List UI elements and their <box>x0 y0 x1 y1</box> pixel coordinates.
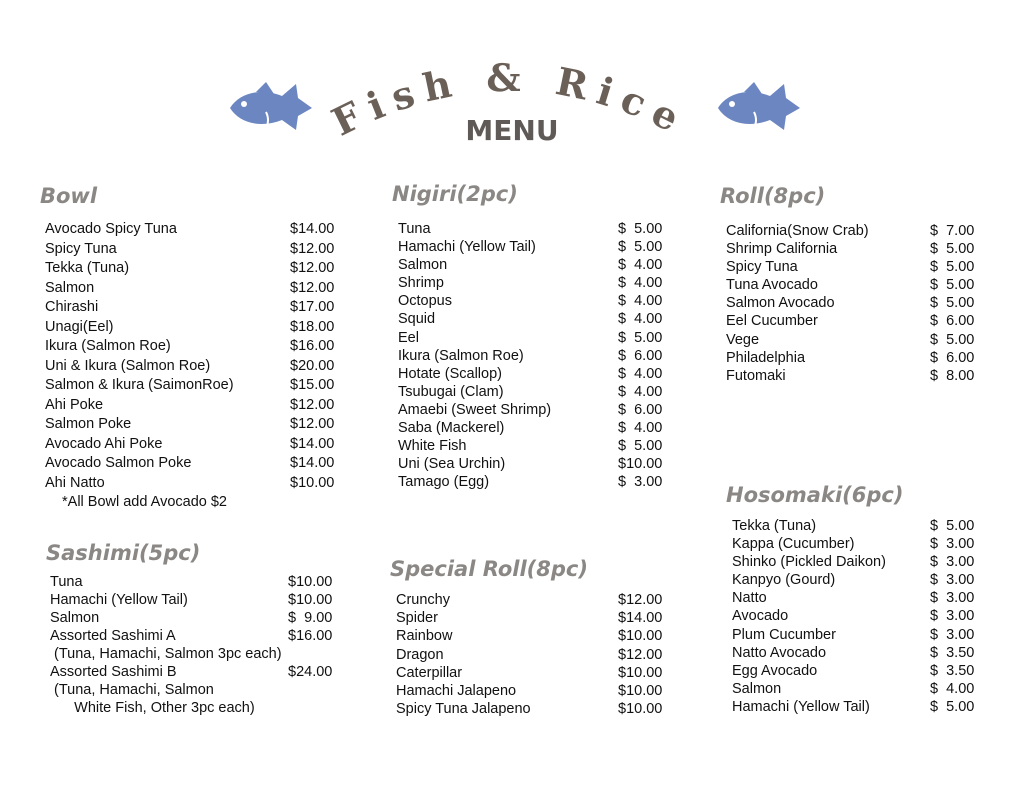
item-name: Ikura (Salmon Roe) <box>45 338 171 354</box>
item-price: $ 4.00 <box>618 311 663 328</box>
item-price: $12.00 <box>290 260 335 276</box>
item-price: $ 3.50 <box>930 662 975 679</box>
menu-item <box>40 337 340 357</box>
item-name: Salmon <box>45 279 95 296</box>
menu-item <box>392 419 682 437</box>
item-name: Salmon & Ikura (SaimonRoe) <box>45 377 234 393</box>
item-price: $ 5.00 <box>618 438 663 455</box>
item-name: Squid <box>398 311 436 328</box>
bowl-note: *All Bowl add Avocado $2 <box>62 494 227 510</box>
menu-item <box>40 415 340 435</box>
menu-item <box>720 222 1000 240</box>
item-price: $10.00 <box>288 574 333 590</box>
item-price: $ 4.00 <box>618 365 663 382</box>
item-price: $14.00 <box>290 455 335 471</box>
item-name: Ahi Natto <box>45 474 105 491</box>
menu-item <box>392 347 682 365</box>
item-name: Salmon Avocado <box>726 295 835 312</box>
item-name: Hamachi Jalapeno <box>396 682 517 699</box>
item-name: Egg Avocado <box>732 662 818 679</box>
section-title: Special Roll(8pc) <box>390 557 588 581</box>
menu-item <box>40 474 340 494</box>
menu-item <box>392 455 682 473</box>
menu-item <box>40 298 340 318</box>
item-price: $ 3.00 <box>930 626 975 643</box>
menu-item <box>720 240 1000 258</box>
item-name: Shrimp <box>398 275 444 292</box>
menu-item <box>40 454 340 474</box>
item-name: Assorted Sashimi B <box>50 664 177 680</box>
section-title: Nigiri(2pc) <box>392 182 518 206</box>
item-name: Kappa (Cucumber) <box>732 536 855 553</box>
item-price: $ 3.00 <box>930 590 975 607</box>
item-name: Tsubugai (Clam) <box>398 383 504 400</box>
menu-item <box>46 699 346 717</box>
item-name: Ikura (Salmon Roe) <box>398 347 524 364</box>
item-price: $ 3.00 <box>930 554 975 571</box>
item-name: Ahi Poke <box>45 396 104 413</box>
item-price: $ 5.00 <box>930 295 975 312</box>
menu-item <box>46 573 346 591</box>
item-name: Tamago (Egg) <box>398 474 490 491</box>
menu-item <box>390 609 680 627</box>
menu-item <box>726 662 1006 680</box>
item-name: Salmon <box>732 680 782 697</box>
item-price: $ 6.00 <box>930 349 975 366</box>
menu-heading: MENU <box>465 114 559 147</box>
item-name: Tuna <box>50 574 83 590</box>
nigiri-section <box>392 182 682 491</box>
item-name: Spicy Tuna Jalapeno <box>396 701 531 718</box>
menu-item <box>392 256 682 274</box>
item-name: Dragon <box>396 646 444 663</box>
item-name: Shrimp California <box>726 241 838 258</box>
menu-item <box>40 435 340 455</box>
item-name: Tuna Avocado <box>726 277 818 294</box>
title-text: Fish & Rice <box>324 54 696 145</box>
menu-item <box>392 383 682 401</box>
item-price: $ 5.00 <box>930 331 975 348</box>
item-price: $14.00 <box>290 435 335 452</box>
item-price: $ 6.00 <box>618 401 663 418</box>
item-name: Tekka (Tuna) <box>45 260 130 276</box>
item-name: Hamachi (Yellow Tail) <box>398 239 536 256</box>
item-price: $ 3.00 <box>618 474 663 491</box>
menu-item <box>392 310 682 328</box>
item-name: Avocado Salmon Poke <box>45 455 192 471</box>
item-price: $10.00 <box>290 474 335 491</box>
menu-item <box>726 553 1006 571</box>
item-name: Crunchy <box>396 592 450 608</box>
menu-item <box>40 376 340 396</box>
item-price: $10.00 <box>288 592 333 608</box>
item-name: Hotate (Scallop) <box>398 365 502 382</box>
item-name: Hamachi (Yellow Tail) <box>732 698 870 715</box>
menu-item <box>46 681 346 699</box>
item-price: $12.00 <box>290 240 335 257</box>
item-name: Salmon <box>50 610 100 626</box>
item-name: Amaebi (Sweet Shrimp) <box>398 401 552 418</box>
menu-item <box>390 700 680 718</box>
item-name: California(Snow Crab) <box>726 223 869 239</box>
menu-item <box>720 258 1000 276</box>
item-name: Uni (Sea Urchin) <box>398 456 506 473</box>
item-name: Plum Cucumber <box>732 626 836 643</box>
menu-item <box>726 644 1006 662</box>
item-name: (Tuna, Hamachi, Salmon 3pc each) <box>50 646 282 662</box>
item-name: Spider <box>396 610 438 627</box>
menu-item <box>46 609 346 627</box>
item-name: Vege <box>726 331 760 348</box>
item-price: $ 5.00 <box>930 518 975 534</box>
item-price: $12.00 <box>290 279 335 296</box>
menu-item <box>392 437 682 455</box>
item-price: $ 6.00 <box>618 347 663 364</box>
menu-item <box>726 535 1006 553</box>
item-price: $15.00 <box>290 377 335 393</box>
menu-item <box>46 663 346 681</box>
item-name: Eel <box>398 329 419 346</box>
item-price: $ 5.00 <box>930 259 975 276</box>
menu-item <box>392 401 682 419</box>
item-price: $10.00 <box>618 456 663 473</box>
item-price: $10.00 <box>618 628 663 645</box>
item-name: Spicy Tuna <box>726 259 798 276</box>
menu-item <box>40 240 340 260</box>
section-title: Hosomaki(6pc) <box>726 483 904 507</box>
item-name: Hamachi (Yellow Tail) <box>50 592 188 608</box>
item-name: Octopus <box>398 293 452 310</box>
item-name: Caterpillar <box>396 664 463 681</box>
menu-item <box>46 645 346 663</box>
menu-item <box>726 698 1006 716</box>
item-price: $12.00 <box>618 646 663 663</box>
item-price: $12.00 <box>618 592 663 608</box>
item-price: $ 5.00 <box>618 329 663 346</box>
item-name: Natto Avocado <box>732 644 827 661</box>
menu-item <box>40 357 340 377</box>
item-name: Avocado Spicy Tuna <box>45 221 177 237</box>
menu-item <box>40 220 340 240</box>
item-name: Eel Cucumber <box>726 313 818 330</box>
menu-item <box>392 473 682 491</box>
menu-item <box>392 292 682 310</box>
item-price: $ 3.00 <box>930 608 975 625</box>
menu-item <box>726 589 1006 607</box>
item-name: Kanpyo (Gourd) <box>732 572 836 589</box>
menu-item <box>392 274 682 292</box>
item-name: Tekka (Tuna) <box>732 518 817 534</box>
menu-item <box>392 238 682 256</box>
item-name: (Tuna, Hamachi, Salmon <box>50 682 214 698</box>
section-title: Bowl <box>40 184 98 208</box>
menu-item <box>40 259 340 279</box>
menu-item <box>726 571 1006 589</box>
item-price: $ 5.00 <box>930 277 975 294</box>
menu-item <box>40 318 340 338</box>
item-name: Rainbow <box>396 628 453 645</box>
menu-item <box>40 396 340 416</box>
item-name: Shinko (Pickled Daikon) <box>732 554 886 571</box>
item-name: Futomaki <box>726 367 786 384</box>
item-price: $14.00 <box>290 221 335 237</box>
item-price: $10.00 <box>618 682 663 699</box>
item-name: Uni & Ikura (Salmon Roe) <box>45 357 211 374</box>
item-price: $20.00 <box>290 357 335 374</box>
item-price: $ 4.00 <box>618 257 663 274</box>
menu-item <box>390 682 680 700</box>
item-name: Saba (Mackerel) <box>398 420 505 437</box>
menu-item <box>726 626 1006 644</box>
menu-item <box>726 680 1006 698</box>
menu-item <box>46 627 346 645</box>
item-price: $ 5.00 <box>930 241 975 258</box>
menu-item <box>726 607 1006 625</box>
item-price: $ 5.00 <box>930 698 975 715</box>
section-title: Roll(8pc) <box>720 184 826 208</box>
menu-item <box>720 294 1000 312</box>
menu-item <box>720 312 1000 330</box>
item-price: $ 3.00 <box>930 536 975 553</box>
item-name: Salmon Poke <box>45 416 132 432</box>
item-price: $17.00 <box>290 299 335 315</box>
item-price: $ 8.00 <box>930 367 975 384</box>
item-price: $ 4.00 <box>618 293 663 310</box>
item-price: $10.00 <box>618 664 663 681</box>
menu-item <box>720 367 1000 385</box>
item-price: $ 7.00 <box>930 223 975 239</box>
menu-item <box>392 220 682 238</box>
menu-item <box>726 517 1006 535</box>
item-name: Unagi(Eel) <box>45 318 114 335</box>
item-name: White Fish, Other 3pc each) <box>50 700 255 716</box>
menu-item <box>720 331 1000 349</box>
item-name: Avocado <box>732 608 789 625</box>
item-price: $ 5.00 <box>618 239 663 256</box>
item-name: Natto <box>732 590 767 607</box>
item-name: Salmon <box>398 257 448 274</box>
item-name: Philadelphia <box>726 349 806 366</box>
menu-item <box>720 276 1000 294</box>
item-name: Assorted Sashimi A <box>50 628 176 644</box>
special-roll-section <box>390 557 680 718</box>
menu-item <box>720 349 1000 367</box>
menu-item <box>390 591 680 609</box>
menu-item <box>390 627 680 645</box>
menu-item <box>46 591 346 609</box>
bowl-section <box>40 184 340 513</box>
item-price: $ 3.50 <box>930 644 975 661</box>
item-price: $14.00 <box>618 610 663 627</box>
item-price: $ 3.00 <box>930 572 975 589</box>
menu-item <box>40 279 340 299</box>
item-price: $12.00 <box>290 416 335 432</box>
hosomaki-section <box>726 483 1006 716</box>
menu-item <box>390 664 680 682</box>
item-price: $12.00 <box>290 396 335 413</box>
item-price: $ 4.00 <box>618 383 663 400</box>
section-title: Sashimi(5pc) <box>46 541 201 565</box>
item-price: $ 9.00 <box>288 610 333 626</box>
item-price: $24.00 <box>288 664 333 680</box>
item-price: $ 4.00 <box>618 275 663 292</box>
item-price: $16.00 <box>288 628 333 644</box>
item-price: $18.00 <box>290 318 335 335</box>
item-price: $ 4.00 <box>930 680 975 697</box>
menu-item <box>390 646 680 664</box>
item-price: $16.00 <box>290 338 335 354</box>
menu-header <box>0 0 1024 170</box>
item-name: White Fish <box>398 438 467 455</box>
item-name: Avocado Ahi Poke <box>45 435 163 452</box>
menu-item <box>392 329 682 347</box>
menu-item <box>392 365 682 383</box>
item-name: Spicy Tuna <box>45 240 117 257</box>
item-price: $ 6.00 <box>930 313 975 330</box>
sashimi-section <box>46 541 346 717</box>
item-price: $ 4.00 <box>618 420 663 437</box>
item-name: Chirashi <box>45 299 99 315</box>
item-price: $ 5.00 <box>618 221 663 237</box>
item-price: $10.00 <box>618 701 663 718</box>
roll-section <box>720 184 1000 385</box>
item-name: Tuna <box>398 221 431 237</box>
